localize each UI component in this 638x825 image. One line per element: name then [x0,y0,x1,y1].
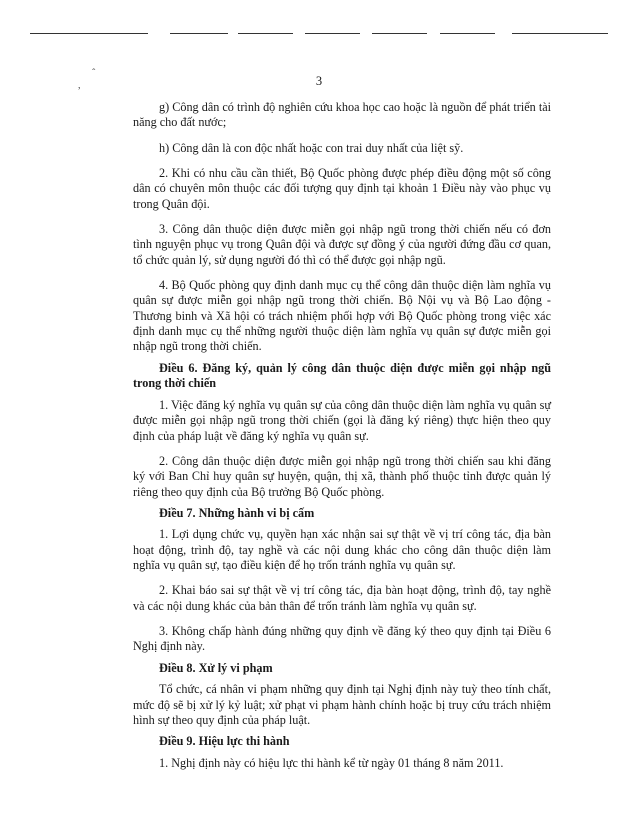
paragraph: 4. Bộ Quốc phòng quy định danh mục cụ thể công dân thuộc diện làm nghĩa vụ quân sự được miễn gọi nhập ngũ trong thời chiến. Bộ Nội vụ và Bộ Lao động - Thương binh và Xã hội có trách nhiệm phối hợp với Bộ Quốc phòng trong việc xác định danh mục cụ thể những người thuộc diện làm nghĩa vụ quân sự được miễn gọi nhập ngũ trong thời chiến. [133,277,551,354]
paragraph: 1. Nghị định này có hiệu lực thi hành kể từ ngày 01 tháng 8 năm 2011. [159,755,504,770]
paragraph: 3. Không chấp hành đúng những quy định về đăng ký theo quy định tại Điều 6 Nghị định này. [133,623,551,654]
header-rule-segment [238,33,293,34]
paragraph: 2. Công dân thuộc diện được miễn gọi nhập ngũ trong thời chiến sau khi đăng ký với Ban Chỉ huy quân sự huyện, quận, thị xã, thành phố thuộc tỉnh được quản lý riêng theo quy định của Bộ trưởng Bộ Quốc phòng. [133,453,551,499]
paragraph: 1. Việc đăng ký nghĩa vụ quân sự của công dân thuộc diện làm nghĩa vụ quân sự được miễn gọi nhập ngũ trong thời chiến (gọi là đăng ký riêng) thực hiện theo quy định của pháp luật về đăng ký nghĩa vụ quân sự. [133,397,552,443]
header-rule-segment [440,33,495,34]
scan-speck: , [78,80,81,91]
header-rule-segment [305,33,360,34]
paragraph: 3. Công dân thuộc diện được miễn gọi nhập ngũ trong thời chiến nếu có đơn tình nguyện phục vụ trong Quân đội và được sự đồng ý của người đứng đầu cơ quan, tổ chức quản lý, sử dụng người đó thì có thể được gọi nhập ngũ. [133,221,551,267]
header-rule-segment [170,33,228,34]
scan-speck: ˆ [92,68,96,79]
article-heading: Điều 8. Xử lý vi phạm [159,660,273,675]
document-body [133,100,551,781]
article-heading: Điều 7. Những hành vi bị cấm [159,505,315,520]
article-heading: Điều 6. Đăng ký, quản lý công dân thuộc diện được miễn gọi nhập ngũ trong thời chiến [133,360,551,391]
header-rule-segment [30,33,148,34]
paragraph: 2. Khi có nhu cầu cần thiết, Bộ Quốc phòng được phép điều động một số công dân có chuyên môn thuộc các đối tượng quy định tại khoản 1 Điều này vào phục vụ trong Quân đội. [133,165,551,211]
article-heading: Điều 9. Hiệu lực thi hành [159,734,290,749]
paragraph: h) Công dân là con độc nhất hoặc con trai duy nhất của liệt sỹ. [159,140,464,155]
paragraph: 1. Lợi dụng chức vụ, quyền hạn xác nhận sai sự thật về vị trí công tác, địa bàn hoạt động, trình độ, tay nghề và các nội dung khác cho công dân thuộc diện làm nghĩa vụ quân sự, tạo điều kiện để họ trốn tránh nghĩa vụ quân sự. [133,527,551,573]
header-rule-segment [512,33,608,34]
paragraph: 2. Khai báo sai sự thật về vị trí công tác, địa bàn hoạt động, trình độ, tay nghề và các nội dung khác của bản thân để trốn tránh làm nghĩa vụ quân sự. [133,583,551,613]
header-rule-segment [372,33,427,34]
paragraph: Tổ chức, cá nhân vi phạm những quy định tại Nghị định này tuỳ theo tính chất, mức độ sẽ bị xử lý kỷ luật; xử phạt vi phạm hành chính hoặc bị truy cứu trách nhiệm hình sự theo quy định của pháp luật. [133,682,551,727]
page-number: 3 [315,74,323,88]
paragraph: g) Công dân có trình độ nghiên cứu khoa học cao hoặc là nguồn để phát triển tài năng cho đất nước; [133,100,551,130]
